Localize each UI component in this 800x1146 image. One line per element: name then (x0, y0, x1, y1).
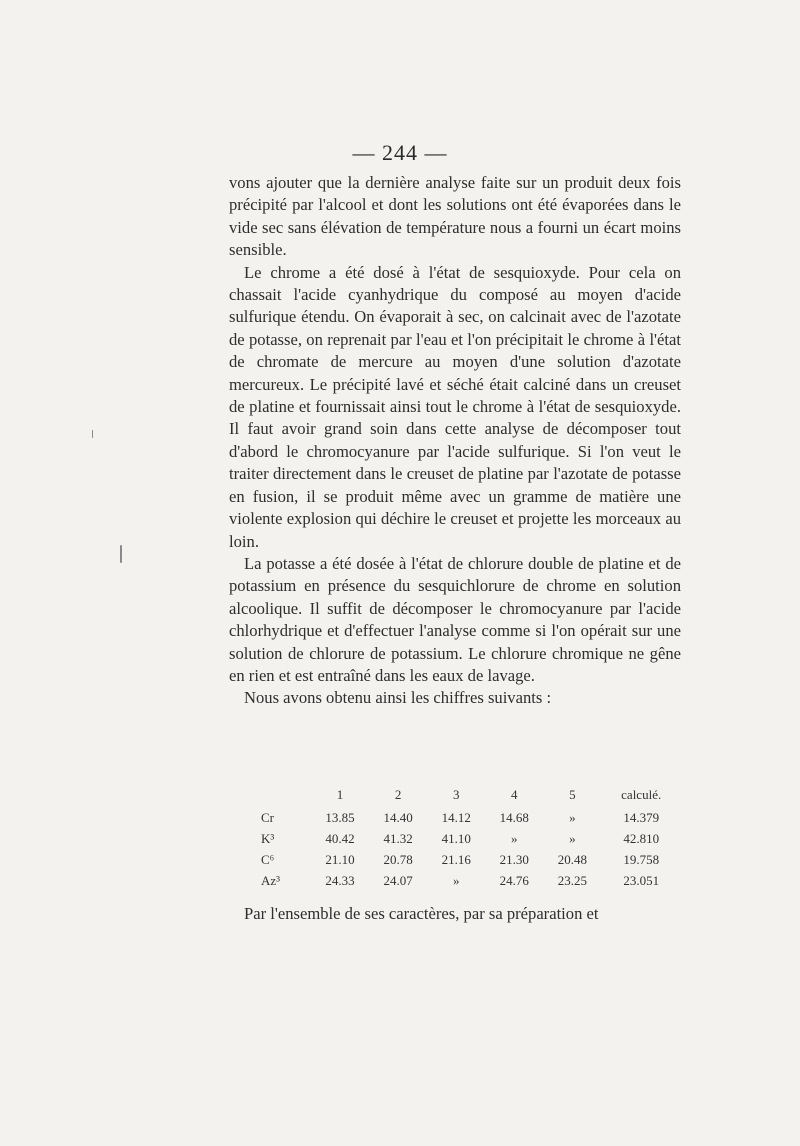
paragraph-continuation: vons ajouter que la dernière analyse faite sur un produit deux fois précipité par l'alcool et dont les solutions ont été évaporées dans le vide sec sans élévation de température nous a fourni un écart moins sensible. (229, 173, 681, 260)
table-cell: 42.810 (623, 830, 660, 846)
table-cell: 14.379 (623, 809, 660, 825)
table-row (229, 849, 681, 870)
table-cell: 20.78 (383, 851, 413, 867)
table-cell: 23.25 (557, 872, 587, 888)
table-cell: 14.68 (499, 809, 529, 825)
table-header-cell: calculé. (621, 787, 662, 802)
table-header-cell: 4 (511, 787, 518, 802)
table-cell: 21.16 (441, 851, 471, 867)
row-label: C⁶ (261, 851, 275, 867)
table-cell: 41.32 (383, 830, 413, 846)
results-table (229, 783, 681, 891)
row-label: K³ (261, 830, 275, 846)
body-text (229, 172, 681, 710)
table-row (229, 828, 681, 849)
table-cell: 23.051 (623, 872, 660, 888)
table-header-cell (229, 783, 311, 807)
table-cell: 21.10 (325, 851, 355, 867)
table-cell: 24.07 (383, 872, 413, 888)
results-table-wrap (229, 783, 681, 891)
page-number: — 244 — (352, 140, 448, 165)
table-header-cell: 5 (569, 787, 576, 802)
table-header-cell: 1 (336, 787, 344, 802)
table-row (229, 807, 681, 828)
scan-mark (120, 545, 122, 563)
table-cell: 14.12 (441, 809, 471, 825)
table-cell: » (511, 830, 518, 846)
table-cell: 24.76 (499, 872, 529, 888)
table-cell: 20.48 (557, 851, 587, 867)
closing-line: Par l'ensemble de ses caractères, par sa préparation et (244, 904, 599, 923)
table-cell: 41.10 (441, 830, 471, 846)
table-cell: 24.33 (325, 872, 355, 888)
table-header-cell: 3 (452, 787, 460, 802)
table-cell: 19.758 (623, 851, 660, 867)
paragraph-results-intro: Nous avons obtenu ainsi les chiffres suivants : (244, 688, 552, 708)
table-cell: 40.42 (325, 830, 355, 846)
table-header-row (229, 783, 681, 807)
table-cell: » (569, 809, 576, 825)
table-cell: 21.30 (499, 851, 529, 867)
scan-mark (92, 430, 93, 438)
table-row (229, 870, 681, 891)
row-label: Az³ (261, 872, 281, 888)
paragraph-potash-assay: La potasse a été dosée à l'état de chlorure double de platine et de potassium en présence du sesquichlorure de chrome en solution alcoolique. Il suffit de décomposer le chromocyanure par l'acide chlorhydrique et d'effectuer l'analyse comme si l'on opérait sur une solution de chlorure de potassium. Le chlorure chromique ne gêne en rien et est entraîné dans les eaux de lavage. (229, 553, 681, 685)
row-label: Cr (261, 809, 274, 825)
table-header-cell: 2 (394, 787, 402, 802)
table-cell: 13.85 (325, 809, 355, 825)
paragraph-chrome-assay: Le chrome a été dosé à l'état de sesquioxyde. Pour cela on chassait l'acide cyanhydrique du composé au moyen d'acide sulfurique étendu. On évaporait à sec, on calcinait avec de l'azotate de potasse, on reprenait par l'eau et l'on précipitait le chrome à l'état de chromate de mercure au moyen d'une solution d'azotate mercureux. Le précipité lavé et séché était calciné dans un creuset de platine et fournissait ainsi tout le chrome à l'état de sesquioxyde. Il faut avoir grand soin dans cette analyse de décomposer tout d'abord le chromocyanure par l'acide sulfurique. Si l'on veut le traiter directement dans le creuset de platine par l'azotate de potasse en fusion, il se produit même avec un gramme de matière une violente explosion qui déchire le creuset et projette les morceaux au loin. (229, 262, 681, 551)
table-cell: 14.40 (383, 809, 413, 825)
table-cell: » (569, 830, 576, 846)
table-cell: » (452, 872, 460, 888)
